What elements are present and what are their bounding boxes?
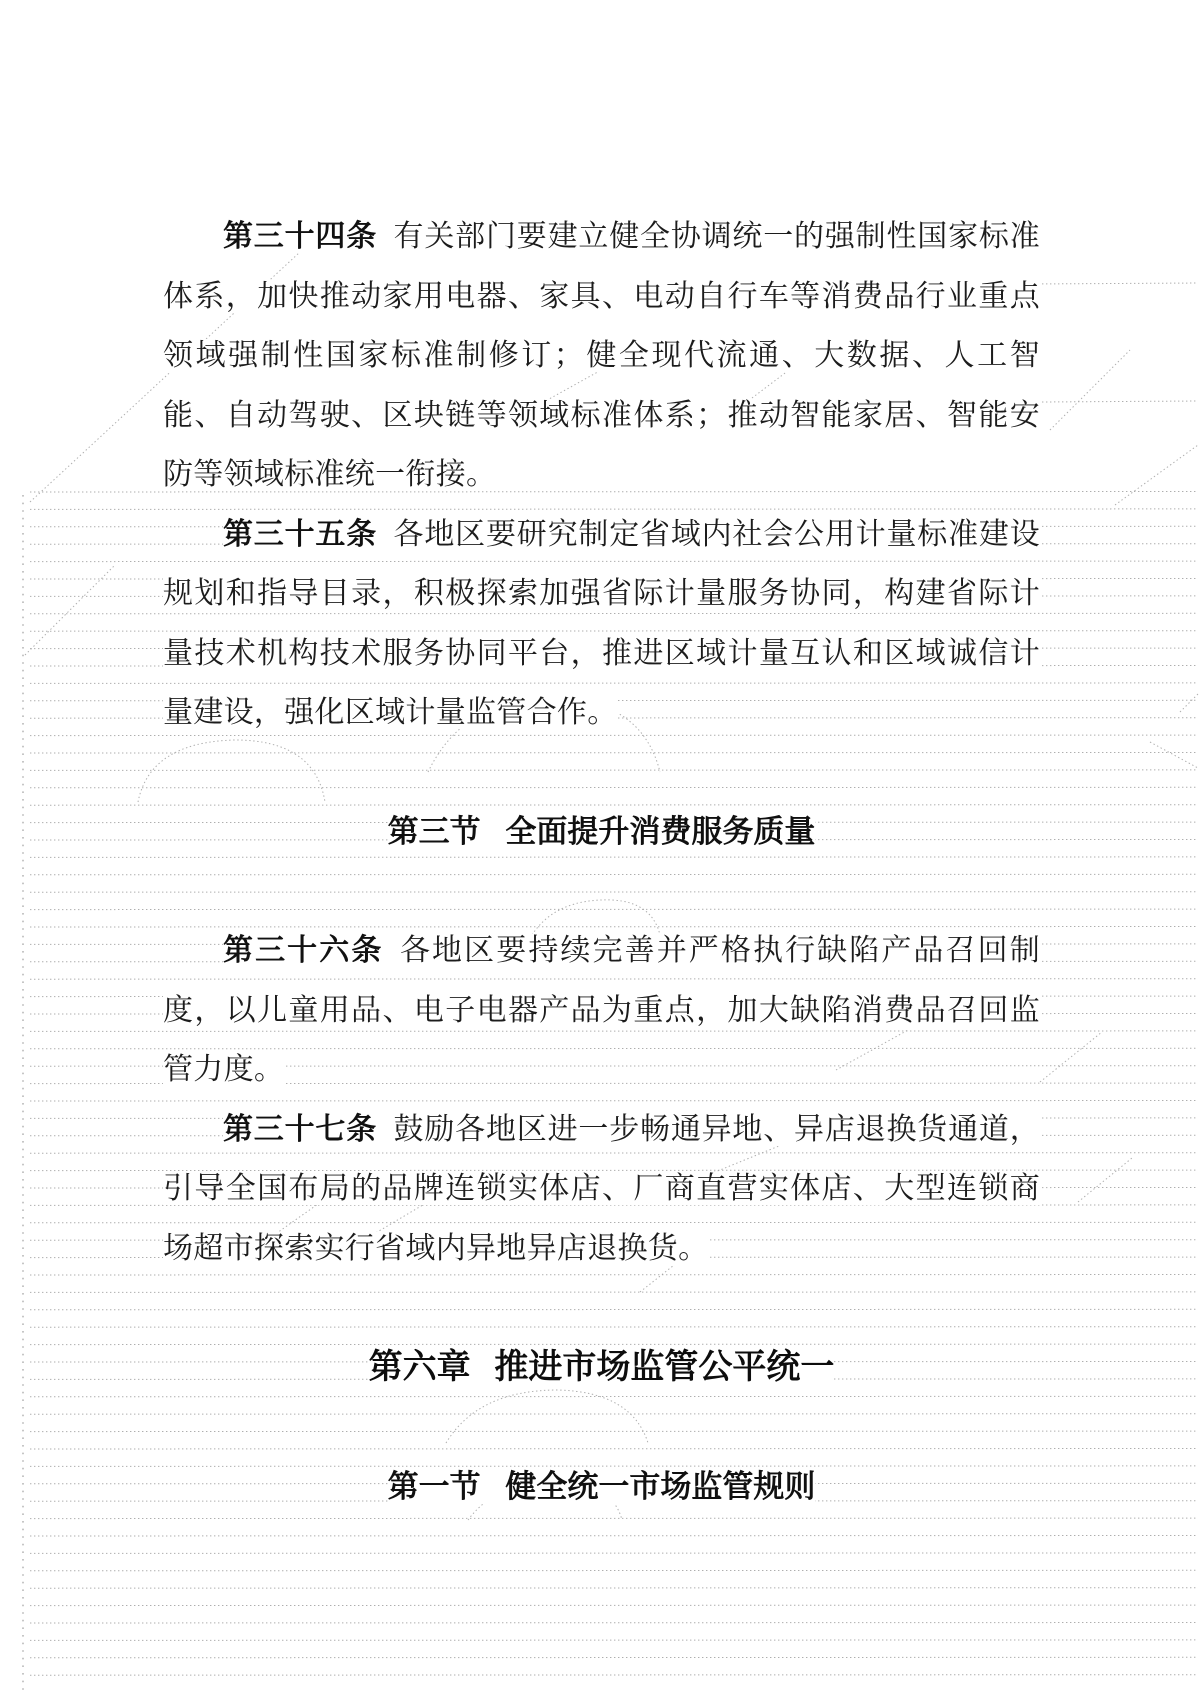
section-1-title-text: 健全统一市场监管规则 <box>505 1468 816 1504</box>
section-1-label: 第一节 <box>387 1468 481 1504</box>
chapter-6-label: 第六章 <box>368 1348 471 1386</box>
article-35-text: 各地区要研究制定省域内社会公用计量标准建设规划和指导目录，积极探索加强省际计量服务协同，构建省际计量技术机构技术服务协同平台，推进区域计量互认和区域诚信计量建设，强化区域计量监管合作。 <box>163 517 1040 729</box>
section-3-heading <box>163 802 1040 862</box>
article-36-number: 第三十六条 <box>223 934 384 967</box>
article-34-number: 第三十四条 <box>223 220 378 253</box>
article-34-text: 有关部门要建立健全协调统一的强制性国家标准体系，加快推动家用电器、家具、电动自行车等消费品行业重点领域强制性国家标准制修订；健全现代流通、大数据、人工智能、自动驾驶、区块链等领域标准体系；推动智能家居、智能安防等领域标准统一衔接。 <box>163 220 1040 491</box>
article-35-paragraph <box>163 505 1040 743</box>
section-3-label: 第三节 <box>387 814 481 849</box>
article-34-paragraph <box>163 207 1040 505</box>
article-36-text: 各地区要持续完善并严格执行缺陷产品召回制度，以儿童用品、电子电器产品为重点，加大缺陷消费品召回监管力度。 <box>163 934 1041 1086</box>
article-37-number: 第三十七条 <box>223 1112 378 1146</box>
article-37-paragraph <box>163 1100 1040 1279</box>
section-3-title-text: 全面提升消费服务质量 <box>505 814 816 849</box>
section-1-heading <box>163 1457 1040 1517</box>
chapter-6-heading <box>163 1338 1040 1398</box>
article-35-number: 第三十五条 <box>223 517 378 551</box>
article-37-text: 鼓励各地区进一步畅通异地、异店退换货通道，引导全国布局的品牌连锁实体店、厂商直营实体店、大型连锁商场超市探索实行省域内异地异店退换货。 <box>163 1112 1040 1265</box>
chapter-6-title-text: 推进市场监管公平统一 <box>494 1348 835 1386</box>
article-36-paragraph <box>163 921 1040 1100</box>
